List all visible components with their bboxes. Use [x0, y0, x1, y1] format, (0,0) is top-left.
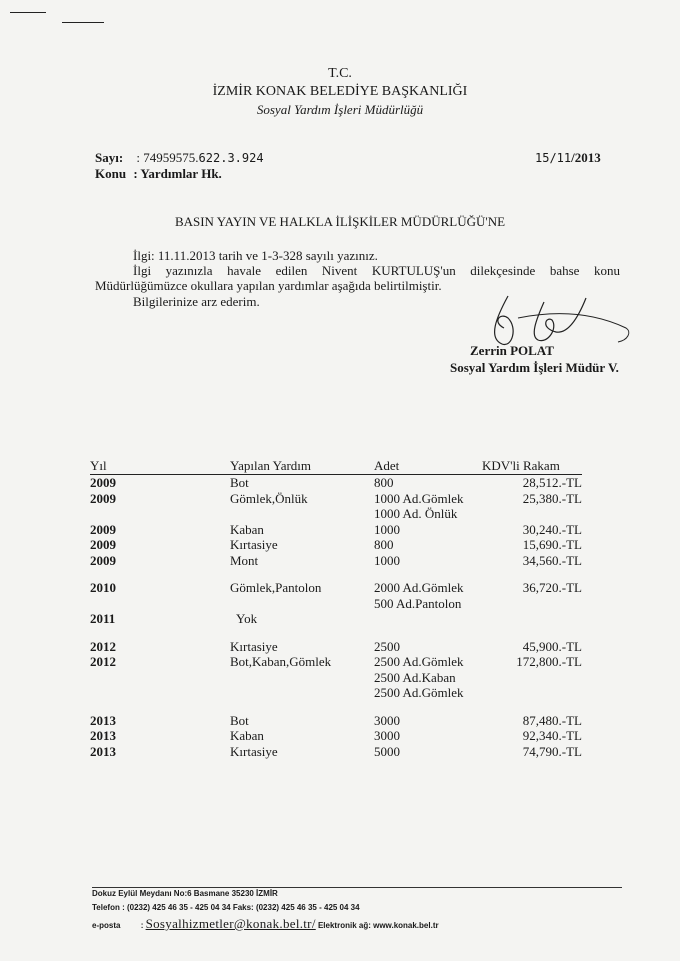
footer-contact [92, 916, 439, 932]
count-line: 2000 Ad.Gömlek [374, 580, 464, 595]
addressee: BASIN YAYIN VE HALKLA İLİŞKİLER MÜDÜRLÜĞÜ'NE [174, 214, 506, 229]
paragraph-line-1: İlgi yazınızla havale edilen Nivent KURTULUŞ'un dilekçesinde bahse konu [133, 263, 620, 278]
header-count: Adet [374, 458, 482, 475]
row-spacer [90, 627, 582, 639]
count-line: 1000 Ad. Önlük [374, 506, 458, 521]
cell-amount: 172,800.-TL [516, 654, 582, 669]
cell-amount: 15,690.-TL [522, 537, 582, 552]
department-heading: Sosyal Yardım İşleri Müdürlüğü [256, 102, 424, 117]
table-row [90, 522, 582, 538]
signatory-name: Zerrin POLAT [470, 343, 554, 358]
count-line: 2500 Ad.Kaban [374, 669, 456, 685]
scan-mark [62, 22, 104, 23]
cell-aid: Kırtasiye [230, 743, 278, 759]
cell-aid: Bot [230, 712, 249, 728]
date-year: /2013 [571, 150, 601, 165]
count-line: 800 [374, 475, 394, 490]
table-row [90, 537, 582, 553]
konu-line [95, 166, 222, 182]
count-line: 3000 [374, 712, 400, 728]
cell-amount: 28,512.-TL [522, 475, 582, 490]
cell-aid: Bot,Kaban,Gömlek [230, 654, 332, 669]
cell-aid: Mont [230, 552, 259, 568]
table-row [90, 475, 582, 491]
count-line: 5000 [374, 743, 400, 759]
table-row [90, 728, 582, 744]
email-label: e-posta [92, 921, 121, 930]
count-line: 1000 [374, 521, 400, 537]
cell-year: 2009 [90, 537, 116, 552]
table-row [90, 580, 582, 611]
row-spacer [90, 568, 582, 580]
cell-amount: 45,900.-TL [522, 638, 582, 654]
cell-year: 2013 [90, 728, 116, 743]
header-year: Yıl [90, 458, 160, 475]
scan-mark [10, 12, 46, 13]
institution-heading: İZMİR KONAK BELEDİYE BAŞKANLIĞI [212, 84, 468, 99]
cell-year: 2009 [90, 475, 116, 490]
table-header-row [90, 458, 582, 475]
count-line: 2500 [374, 638, 400, 654]
cell-aid: Yok [236, 611, 258, 626]
cell-amount: 34,560.-TL [522, 552, 582, 568]
cell-count [374, 728, 482, 744]
ilgi-line: İlgi: 11.11.2013 tarih ve 1-3-328 sayılı yazınız. [133, 248, 378, 263]
cell-count [374, 654, 482, 701]
cell-aid: Gömlek,Pantolon [230, 580, 322, 595]
cell-count [374, 475, 482, 491]
konu-label: Konu [95, 166, 127, 181]
paragraph-line-2: Müdürlüğümüzce okullara yapılan yardımlar aşağıda belirtilmiştir. [95, 278, 442, 293]
email-separator: : [140, 921, 144, 930]
closing-line: Bilgilerinize arz ederim. [133, 294, 260, 309]
web-address: Elektronik ağ: www.konak.bel.tr [317, 921, 439, 930]
count-line: 1000 [374, 552, 400, 568]
header-aid: Yapılan Yardım [160, 458, 374, 475]
count-line: 2500 Ad.Gömlek [374, 654, 464, 669]
cell-amount: 74,790.-TL [522, 743, 582, 759]
cell-year: 2013 [90, 743, 116, 759]
document-date [535, 150, 601, 166]
cell-count [374, 713, 482, 729]
table-row [90, 639, 582, 655]
row-spacer [90, 701, 582, 713]
cell-amount: 36,720.-TL [522, 580, 582, 595]
cell-year: 2009 [90, 521, 116, 537]
date-handwritten: 15/11 [535, 151, 572, 165]
cell-aid: Kırtasiye [230, 638, 278, 654]
cell-year: 2009 [90, 552, 116, 568]
sayi-value: : 74959575. [136, 150, 199, 165]
cell-count [374, 537, 482, 553]
cell-aid: Bot [230, 475, 249, 490]
table-row [90, 553, 582, 569]
count-line: 3000 [374, 728, 400, 743]
cell-amount [482, 611, 582, 627]
cell-year: 2011 [90, 611, 116, 626]
table-row [90, 491, 582, 522]
cell-aid: Kırtasiye [230, 537, 278, 552]
cell-amount: 87,480.-TL [522, 712, 582, 728]
count-line: 500 Ad.Pantolon [374, 595, 462, 611]
cell-aid: Gömlek,Önlük [230, 490, 308, 506]
count-line: 800 [374, 537, 394, 552]
cell-year: 2010 [90, 580, 116, 595]
footer-divider [92, 887, 622, 888]
footer-phone: Telefon : (0232) 425 46 35 - 425 04 34 Faks: (0232) 425 46 35 - 425 04 34 [92, 903, 360, 912]
table-row [90, 713, 582, 729]
cell-amount: 92,340.-TL [522, 728, 582, 743]
cell-count [374, 522, 482, 538]
cell-count [374, 491, 482, 522]
cell-count [374, 744, 482, 760]
signatory-title: Sosyal Yardım İşleri Müdür V. [450, 360, 619, 375]
cell-aid: Kaban [230, 521, 264, 537]
cell-year: 2012 [90, 638, 116, 654]
cell-amount: 25,380.-TL [522, 490, 582, 506]
header-amount: KDV'li Rakam [482, 458, 582, 475]
cell-count [374, 553, 482, 569]
country-heading: T.C. [328, 66, 352, 81]
cell-year: 2009 [90, 490, 116, 506]
sayi-line [95, 150, 264, 166]
footer-address: Dokuz Eylül Meydanı No:6 Basmane 35230 İZMİR [92, 889, 278, 898]
email-link[interactable]: Sosyalhizmetler@konak.bel.tr/ [145, 916, 316, 931]
count-line: 1000 Ad.Gömlek [374, 490, 464, 506]
cell-count [374, 639, 482, 655]
cell-count [374, 580, 482, 611]
aid-table [90, 458, 582, 759]
cell-amount: 30,240.-TL [522, 521, 582, 537]
sayi-label: Sayı: [95, 150, 124, 165]
sayi-handwritten: 622.3.924 [198, 151, 264, 165]
table-row [90, 611, 582, 627]
cell-aid: Kaban [230, 728, 264, 743]
cell-count [374, 611, 482, 627]
cell-year: 2012 [90, 654, 116, 669]
count-line: 2500 Ad.Gömlek [374, 685, 464, 700]
table-row [90, 744, 582, 760]
konu-value: : Yardımlar Hk. [133, 166, 222, 181]
cell-year: 2013 [90, 712, 116, 728]
table-row [90, 654, 582, 701]
